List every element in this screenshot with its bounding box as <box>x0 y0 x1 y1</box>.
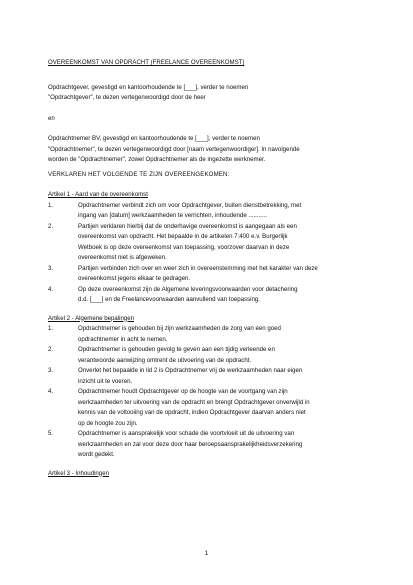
item-line: Onverlet het bepaalde in lid 2 is Opdrachtnemer vrij de werkzaamheden naar eigen <box>78 367 303 374</box>
item-line: Opdrachtnemer verbindt zich om voor Opdrachtgever, buiten dienstbetrekking, met <box>78 201 302 209</box>
item-line: ingang van [datum] werkzaamheden te verrichten, inhoudende ........... <box>78 212 268 219</box>
item-line: Op deze overeenkomst zijn de Algemene leveringsvoorwaarden voor detachering <box>78 285 298 293</box>
article-item <box>48 324 367 345</box>
article-item <box>48 285 367 306</box>
item-number: 2. <box>48 346 54 353</box>
item-text <box>78 264 367 285</box>
item-line: Partijen verklaren hierbij dat de onderhavige overeenkomst is aangegaan als een <box>78 222 297 230</box>
item-line: Opdrachtnemer is gehouden bij zijn werkzaamheden de zorg van een goed <box>78 325 281 332</box>
item-line: kennis van de voltooiing van de opdracht, indien Opdrachtgever daarvan anders niet <box>78 409 306 416</box>
item-number: 4. <box>48 285 54 293</box>
item-text <box>78 201 367 222</box>
item-line: Partijen verbinden zich over en weer zich in overeenstemming met het karakter van deze <box>78 264 318 272</box>
document-title: OVEREENKOMST VAN OPDRACHT (FREELANCE OVEREENKOMST) <box>48 59 245 66</box>
article-heading: Artikel 3 - Inhoudingen <box>48 469 109 477</box>
article-item <box>48 201 367 222</box>
party1-line: "Opdrachtgever", te dezen vertegenwoordigd door de heer <box>48 94 206 101</box>
declaration-heading: VERKLAREN HET VOLGENDE TE ZIJN OVEREENGEKOMEN: <box>48 170 230 178</box>
item-text <box>78 222 367 264</box>
item-line: opdrachtnemer in acht te nemen. <box>78 335 168 343</box>
item-number: 1. <box>48 325 54 332</box>
item-line: inzicht uit te voeren. <box>78 377 133 385</box>
party1-line: Opdrachtgever, gevestigd en kantoorhoudende te [___], verder te noemen <box>48 83 249 91</box>
article-heading: Artikel 2 - Algemene bepalingen <box>48 314 135 322</box>
item-line: Opdrachtnemer is aansprakelijk voor schade die voortvloeit uit de uitvoering van <box>78 430 295 437</box>
item-number: 3. <box>48 264 54 272</box>
article-item <box>48 366 367 387</box>
item-line: werkzaamheden ter uitvoering van de opdracht en brengt Opdrachtgever onverwijld in <box>78 398 310 406</box>
party2-line: "Opdrachtnemer", te dezen vertegenwoordigd door [naam vertegenwoordiger]. In navolgende <box>48 145 300 153</box>
article-item <box>48 387 367 429</box>
item-line: Wetboek is op deze overeenkomst van toepassing, voorzover daarvan in deze <box>78 243 290 251</box>
page-number: 1 <box>204 550 209 557</box>
item-number: 1. <box>48 201 54 209</box>
item-text <box>78 387 367 429</box>
item-line: overeenkomst niet is afgeweken. <box>78 254 167 261</box>
item-line: overeenkomst jegens elkaar te gedragen. <box>78 275 191 282</box>
article-heading: Artikel 1 - Aard van de overeenkomst <box>48 191 148 198</box>
item-line: Opdrachtnemer is gehouden gevolg te geven aan een tijdig verleende en <box>78 346 275 353</box>
item-line: verantwoorde aanwijzing omtrent de uitvoering van de opdracht. <box>78 356 252 364</box>
item-line: overeenkomst van opdracht. Het bepaalde in de artikelen 7:400 e.v. Burgerlijk <box>78 233 288 240</box>
item-line: op de hoogte zou zijn. <box>78 419 138 427</box>
party2-line: worden de "Opdrachtnemer", zowel Opdrachtnemer als de ingezette werknemer. <box>48 156 266 163</box>
articles <box>48 190 367 479</box>
item-line: wordt gedekt. <box>78 451 115 458</box>
item-text <box>78 345 367 366</box>
item-text <box>78 285 367 306</box>
item-number: 3. <box>48 367 54 374</box>
item-text <box>78 324 367 345</box>
article-item <box>48 222 367 264</box>
item-line: werkzaamheden en zal voor deze door haar beroepsaansprakelijkheidsverzekering <box>78 440 303 448</box>
article-item <box>48 345 367 366</box>
item-number: 2. <box>48 222 54 230</box>
item-line: Opdrachtnemer houdt Opdrachtgever op de hoogte van de voortgang van zijn <box>78 388 288 395</box>
item-number: 5. <box>48 430 54 437</box>
item-text <box>78 366 367 387</box>
and-text: en <box>48 114 55 122</box>
party2-line: Opdrachtnemer BV, gevestigd en kantoorhoudende te [___], verder te noemen <box>48 135 260 142</box>
article-item <box>48 429 367 461</box>
item-number: 4. <box>48 388 54 395</box>
item-text <box>78 429 367 461</box>
item-line: d.d. [___] en de Freelancevoorwaarden aanvullend van toepassing. <box>78 296 260 303</box>
article-item <box>48 264 367 285</box>
